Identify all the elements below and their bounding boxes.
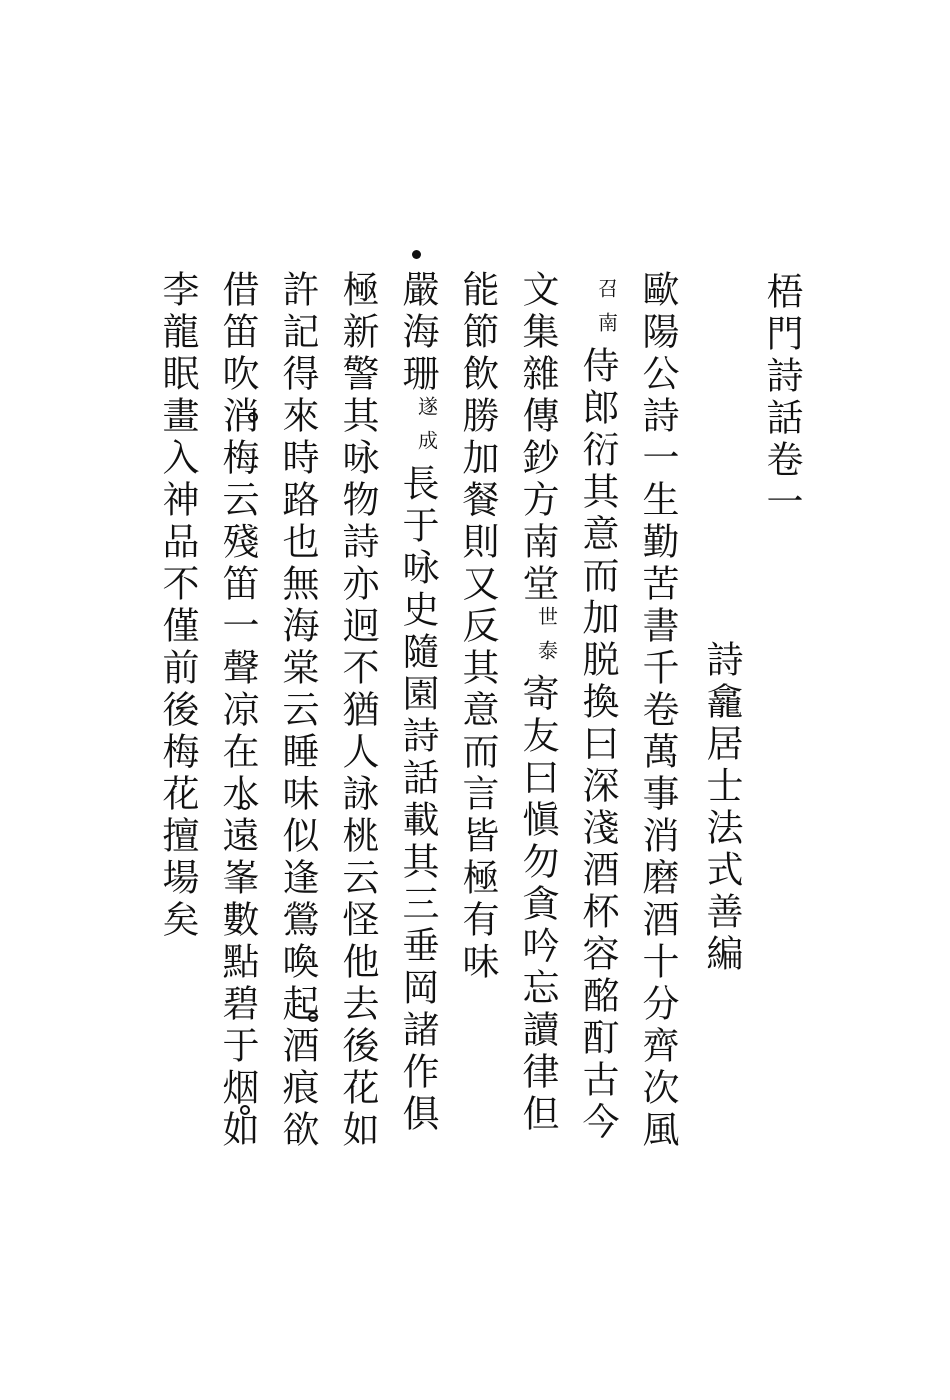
inline-note-suicheng: 遂成 [414, 396, 439, 464]
punctuation-circle-mark [240, 1105, 250, 1115]
punctuation-dot-mark [412, 250, 421, 259]
punctuation-circle-mark [248, 412, 258, 422]
text-column-2-body: 侍郎衍其意而加脱換曰深淺酒杯容酩酊古今 [576, 346, 619, 1144]
text-column-5-body-b: 長于咏史隨園詩話載其三垂岡諸作俱 [396, 464, 439, 1136]
punctuation-circle-mark [240, 800, 250, 810]
punctuation-circle-mark [308, 1012, 318, 1022]
text-column-3 [508, 270, 566, 1136]
inline-note-shitai: 世泰 [534, 606, 559, 674]
text-column-6: 極新警其咏物詩亦迥不猶人詠桃云怪他去後花如 [336, 270, 379, 1152]
text-column-7: 許記得來時路也無海棠云睡味似逢鶯喚起酒痕欲 [276, 270, 319, 1152]
author-line: 詩龕居士法式善編 [700, 640, 743, 976]
text-column-3-body-a: 文集雜傳鈔方南堂 [516, 270, 559, 606]
text-column-5-body-a: 嚴海珊 [396, 270, 439, 396]
inline-note-zhaonan: 召南 [594, 278, 619, 346]
text-column-9: 李龍眠畫入神品不僅前後梅花擅場矣 [156, 270, 199, 942]
text-column-1: 歐陽公詩一生勤苦書千卷萬事消磨酒十分齊次風 [636, 270, 679, 1152]
text-column-3-body-b: 寄友曰愼勿貪吟忘讀律但 [516, 674, 559, 1136]
book-title: 梧門詩話卷一 [760, 272, 803, 524]
text-column-4: 能節飲勝加餐則又反其意而言皆極有味 [456, 270, 499, 984]
text-column-2 [568, 278, 626, 1144]
text-column-5 [388, 270, 446, 1136]
text-column-8: 借笛吹消梅云殘笛一聲凉在水遠峯數點碧于烟如 [216, 270, 259, 1152]
